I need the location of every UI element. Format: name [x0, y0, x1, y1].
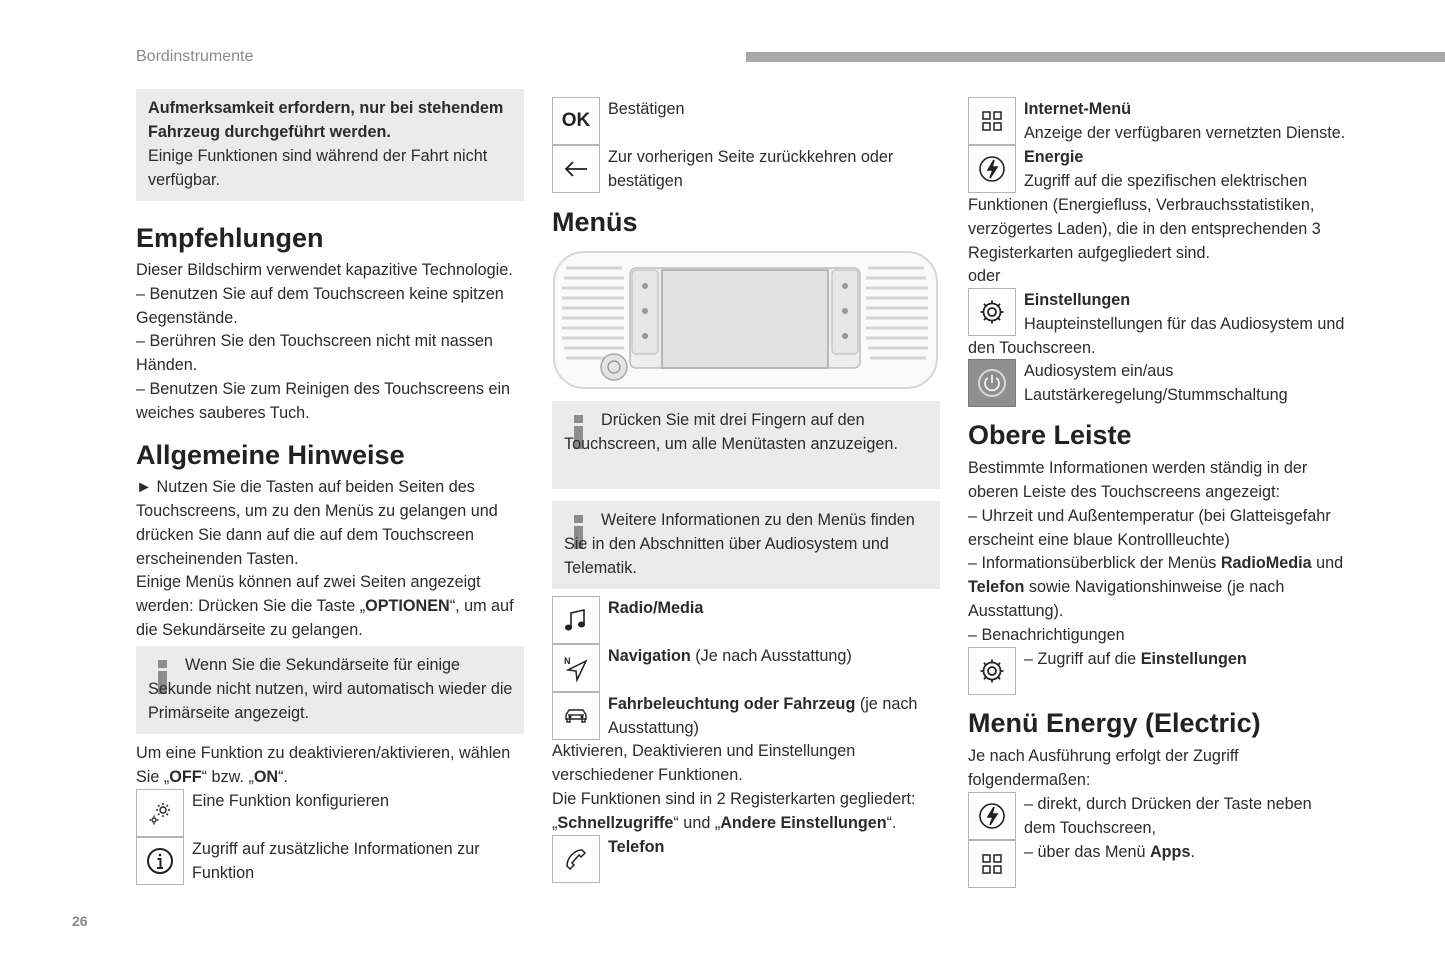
note-three-fingers: Drücken Sie mit drei Fingern auf den Touchscreen, um alle Menütasten anzuzeigen.: [564, 411, 898, 453]
allg-text-1: ► Nutzen Sie die Tasten auf beiden Seiten des Touchscreens, um zu den Menüs zu gelangen und drücken Sie dann auf die auf dem Touchscreen erscheinenden Tasten.: [136, 478, 498, 568]
oder-text: oder: [968, 267, 1001, 285]
header-bar: [746, 52, 1445, 62]
telefon-label: Telefon: [608, 838, 665, 856]
energy-icon: [968, 792, 1016, 840]
apps-bold: Apps: [1149, 843, 1191, 861]
obere-intro: Bestimmte Informationen werden ständig in der oberen Leiste des Touchscreens angezeigt:: [968, 459, 1308, 501]
empf-intro: Dieser Bildschirm verwendet kapazitive Technologie.: [136, 261, 513, 279]
empf-item-3: – Benutzen Sie zum Reinigen des Touchscreens ein weiches sauberes Tuch.: [136, 380, 511, 422]
obere-item-2c: und: [1311, 554, 1344, 572]
note-box-more-info: [552, 501, 940, 589]
ok-glyph: OK: [561, 110, 591, 131]
phone-icon: [552, 835, 600, 883]
obere-item-4a: – Zugriff auf die: [1024, 650, 1141, 668]
car-rest: (je nach Ausstattung): [608, 695, 918, 737]
heading-allgemeine-hinweise: Allgemeine Hinweise: [136, 440, 405, 470]
obere-item-2e: sowie Navigationshinweise (je nach Ausstattung).: [968, 578, 1285, 620]
info-icon: [136, 837, 184, 885]
info-label: Zugriff auf zusätzliche Informationen zur Funktion: [192, 840, 480, 882]
energie-desc: Zugriff auf die spezifischen elektrischen Funktionen (Energiefluss, Verbrauchsstatistiken, verzögertes Laden), die in den entsprechenden 3 Registerkarten aufgegliedert sind.: [968, 172, 1321, 262]
energy-item-2c: .: [1190, 843, 1195, 861]
tabs-text: [552, 787, 940, 835]
heading-menu-energy: Menü Energy (Electric): [968, 708, 1261, 738]
note-secondary-page: Wenn Sie die Sekundärseite für einige Sekunde nicht nutzen, wird automatisch wieder die Primärseite angezeigt.: [148, 656, 513, 722]
dashboard-drawing: [552, 250, 940, 392]
obere-item-2: [968, 551, 1360, 623]
allg-text-2: [136, 570, 528, 642]
energy-item-2: [1024, 840, 1344, 864]
einstellungen-title: Einstellungen: [1024, 291, 1131, 309]
car-bold: Fahrbeleuchtung oder Fahrzeug: [608, 695, 856, 713]
off-label: OFF: [169, 768, 202, 786]
energie-title: Energie: [1024, 148, 1084, 166]
telefon-bold: Telefon: [968, 578, 1025, 596]
car-label: [608, 692, 938, 740]
back-label: Zur vorherigen Seite zurückkehren oder bestätigen: [608, 148, 894, 190]
toggle-text-a: Um eine Funktion zu deaktivieren/aktivieren, wählen Sie „: [136, 744, 511, 786]
tab-schnellzugriffe: Schnellzugriffe: [557, 814, 674, 832]
toggle-text-c: “.: [278, 768, 289, 786]
navigation-label: [608, 644, 938, 668]
tab-andere-einstellungen: Andere Einstellungen: [720, 814, 887, 832]
car-icon: [552, 692, 600, 740]
running-header: Bordinstrumente: [136, 48, 254, 65]
internet-desc: Anzeige der verfügbaren vernetzten Dienste.: [1024, 124, 1346, 142]
nav-icon-letter: N: [564, 656, 571, 666]
einstellungen-desc: Haupteinstellungen für das Audiosystem und den Touchscreen.: [968, 315, 1345, 357]
heading-obere-leiste: Obere Leiste: [968, 420, 1132, 450]
toggle-text: [136, 741, 528, 789]
configure-icon: [136, 789, 184, 837]
navigation-bold: Navigation: [608, 647, 691, 665]
obere-item-2a: – Informationsüberblick der Menüs: [968, 554, 1221, 572]
empf-item-2: – Berühren Sie den Touchscreen nicht mit nassen Händen.: [136, 332, 493, 374]
settings-gear-icon: [968, 647, 1016, 695]
heading-empfehlungen: Empfehlungen: [136, 223, 324, 253]
empf-item-1: – Benutzen Sie auf dem Touchscreen keine spitzen Gegenstände.: [136, 285, 504, 327]
warning-text: Einige Funktionen sind während der Fahrt nicht verfügbar.: [148, 147, 488, 189]
power-button-icon: [968, 359, 1016, 407]
energy-intro: Je nach Ausführung erfolgt der Zugriff folgendermaßen:: [968, 747, 1239, 789]
obere-item-1: – Uhrzeit und Außentemperatur (bei Glatteisgefahr erscheint eine blaue Kontrollleuchte): [968, 507, 1331, 549]
audio-power-label: Audiosystem ein/aus: [1024, 362, 1174, 380]
note-box-secondary-page: [136, 646, 524, 734]
allg-text-2c: “, um auf die Sekundärseite zu gelangen.: [136, 597, 514, 639]
apps-grid-icon: [968, 840, 1016, 888]
music-note-icon: [552, 596, 600, 644]
heading-menus: Menüs: [552, 207, 638, 237]
ok-icon: [552, 97, 600, 145]
toggle-text-b: “ bzw. „: [201, 768, 254, 786]
note-more-info: Weitere Informationen zu den Menüs finden Sie in den Abschnitten über Audiosystem und Telematik.: [564, 511, 915, 577]
radiomedia-bold: RadioMedia: [1220, 554, 1312, 572]
tabs-text-a: Die Funktionen sind in 2 Registerkarten gegliedert: „: [552, 790, 916, 832]
dashboard-illustration: [552, 250, 940, 392]
audio-volume-label: Lautstärkeregelung/Stummschaltung: [1024, 386, 1288, 404]
navigation-icon: [552, 644, 600, 692]
apps-grid-icon: [968, 97, 1016, 145]
einstellungen-bold: Einstellungen: [1140, 650, 1247, 668]
energy-item-2a: – über das Menü: [1024, 843, 1150, 861]
on-label: ON: [253, 768, 279, 786]
tabs-text-c: “.: [886, 814, 897, 832]
warning-box: [136, 89, 524, 201]
page-number: 26: [72, 913, 88, 929]
ok-label: Bestätigen: [608, 100, 685, 118]
obere-item-3: – Benachrichtigungen: [968, 626, 1125, 644]
configure-label: Eine Funktion konfigurieren: [192, 792, 390, 810]
tabs-text-b: “ und „: [673, 814, 721, 832]
energy-item-1: – direkt, durch Drücken der Taste neben dem Touchscreen,: [1024, 795, 1312, 837]
allg-text-2a: Einige Menüs können auf zwei Seiten angezeigt werden: Drücken Sie die Taste „: [136, 573, 481, 615]
warning-bold: Aufmerksamkeit erfordern, nur bei stehendem Fahrzeug durchgeführt werden.: [148, 99, 504, 141]
obere-item-4: [1024, 647, 1364, 671]
optionen-label: OPTIONEN: [365, 597, 450, 615]
radio-media-label: Radio/Media: [608, 599, 704, 617]
note-box-three-fingers: [552, 401, 940, 489]
internet-title: Internet-Menü: [1024, 100, 1132, 118]
back-arrow-icon: [552, 145, 600, 193]
car-description: Aktivieren, Deaktivieren und Einstellungen verschiedener Funktionen.: [552, 742, 856, 784]
navigation-rest: (Je nach Ausstattung): [690, 647, 852, 665]
